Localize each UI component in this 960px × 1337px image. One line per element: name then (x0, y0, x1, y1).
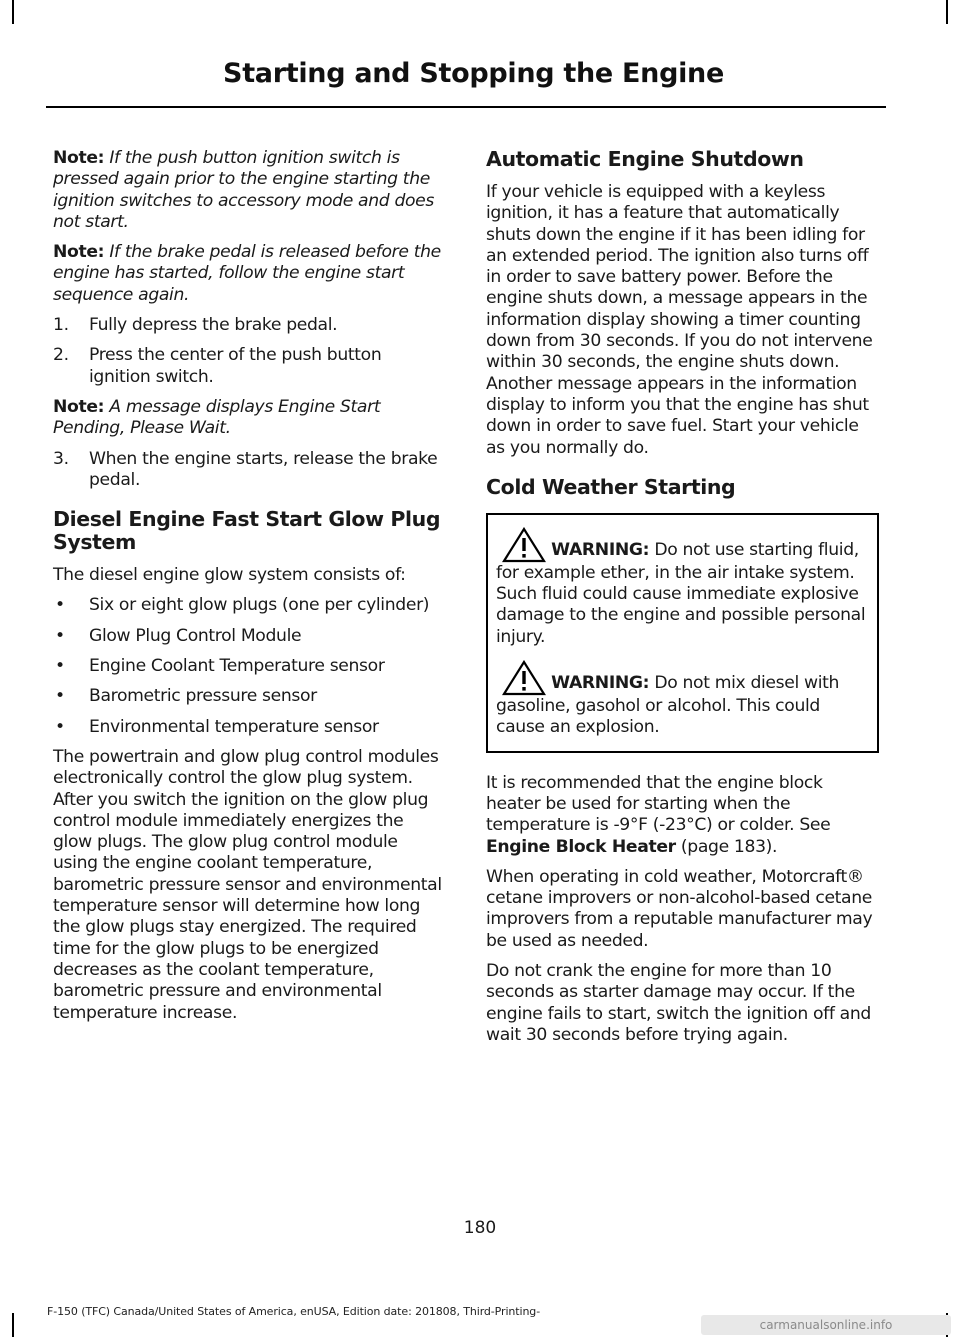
bullet-marker: • (55, 686, 65, 707)
note-brake-ignition (53, 148, 446, 233)
crop-mark-top-left (12, 0, 14, 24)
block-heater-paragraph (486, 773, 879, 858)
page-number: 180 (463, 1218, 497, 1238)
crank-paragraph: Do not crank the engine for more than 10 seconds as starter damage may occur. If the engine fails to start, switch the ignition off and wait 30 seconds before trying again. (486, 961, 871, 1045)
note-label: Note: (53, 148, 105, 168)
bullet-text: Six or eight glow plugs (one per cylinder) (89, 595, 430, 616)
list-item (53, 315, 446, 336)
step-text: Press the center of the push button ignition switch. (89, 345, 382, 387)
heading-cold-weather: Cold Weather Starting (486, 474, 736, 499)
warning-label: WARNING: (551, 673, 650, 694)
list-item (53, 449, 446, 492)
bullet-text: Environmental temperature sensor (89, 716, 379, 737)
warning-label: WARNING: (551, 539, 650, 560)
step-text: Fully depress the brake pedal. (89, 315, 338, 336)
page-title: Starting and Stopping the Engine (223, 58, 724, 89)
list-item (53, 717, 446, 738)
bullet-marker: • (55, 656, 65, 677)
bullet-text: Barometric pressure sensor (89, 686, 317, 707)
note-text: If the push button ignition switch is pressed again prior to the engine starting the ignition switches to accessory mode and does not start. (53, 148, 435, 232)
bullet-text: Engine Coolant Temperature sensor (89, 656, 385, 677)
heading-glow-plug-system: Diesel Engine Fast Start Glow Plug System (53, 507, 441, 555)
glow-paragraph: The powertrain and glow plug control modules electronically control the glow plug system. After you switch the ignition on the glow plug control module immediately energizes the glow plugs. The glow plug control module using the engine coolant temperature, barometric pressure sensor and environmental temperature sensor will determine how long the glow plugs stay energized. The required time for the glow plugs to be energized decreases as the coolant temperature, barometric pressure and environmental temperature increase. (53, 746, 442, 1023)
right-column (486, 148, 879, 1055)
glow-intro: The diesel engine glow system consists of: (53, 565, 406, 586)
list-item (53, 656, 446, 677)
note-brake-released (53, 242, 446, 306)
note-text: A message displays Engine Start Pending, Please Wait. (53, 396, 381, 439)
bullet-marker: • (55, 595, 65, 616)
edition-footer: F-150 (TFC) Canada/United States of America, enUSA, Edition date: 201808, Third-Printing- (47, 1305, 541, 1318)
heading-automatic-shutdown: Automatic Engine Shutdown (486, 147, 804, 171)
warning-box (486, 513, 879, 753)
shutdown-paragraph: If your vehicle is equipped with a keyless ignition, it has a feature that automatically shuts down the engine if it has been idling for an extended period. The ignition also turns off in order to save battery power. Before the engine shuts down, a message appears in the information display showing a timer counting down from 30 seconds. If you do not intervene within 30 seconds, the engine shuts down. Another message appears in the information display to inform you that the engine has shut down in order to save fuel. Start your vehicle as you normally do. (486, 182, 873, 458)
list-item (53, 626, 446, 647)
header-divider (46, 106, 886, 108)
cetane-paragraph: When operating in cold weather, Motorcraft® cetane improvers or non-alcohol-based cetane improvers from a reputable manufacturer may be used as needed. (486, 866, 873, 951)
step-number: 3. (53, 448, 69, 469)
bullet-marker: • (55, 716, 65, 737)
engine-block-heater-link[interactable]: Engine Block Heater (486, 836, 676, 857)
left-column (53, 148, 446, 1033)
crop-mark-top-right (946, 0, 948, 24)
watermark: carmanualsonline.info (701, 1315, 951, 1335)
warning-item (496, 527, 869, 648)
warning-item (496, 660, 869, 739)
note-label: Note: (53, 242, 105, 263)
warning-triangle-icon (502, 660, 546, 696)
note-label: Note: (53, 396, 105, 417)
list-item (53, 595, 446, 616)
step-number: 1. (53, 315, 69, 336)
note-text: If the brake pedal is released before the engine has started, follow the engine start sequence again. (53, 242, 441, 305)
warning-triangle-icon (502, 527, 546, 563)
note-message (53, 397, 446, 440)
step-number: 2. (53, 345, 69, 366)
page-reference: (page 183). (675, 836, 778, 857)
step-text: When the engine starts, release the brake pedal. (89, 448, 438, 490)
list-item (53, 686, 446, 707)
list-item (53, 345, 446, 388)
block-heater-text: It is recommended that the engine block heater be used for starting when the temperature is -9°F (-23°C) or colder. See (486, 772, 831, 836)
bullet-marker: • (55, 625, 65, 646)
bullet-text: Glow Plug Control Module (89, 625, 302, 646)
warning-text: Do not use starting fluid, for example ether, in the air intake system. Such fluid could cause immediate explosive damage to the engine and possible personal injury. (496, 539, 866, 647)
warning-text: Do not mix diesel with gasoline, gasohol or alcohol. This could cause an explosion. (496, 673, 840, 738)
crop-mark-bottom-left (12, 1313, 14, 1337)
